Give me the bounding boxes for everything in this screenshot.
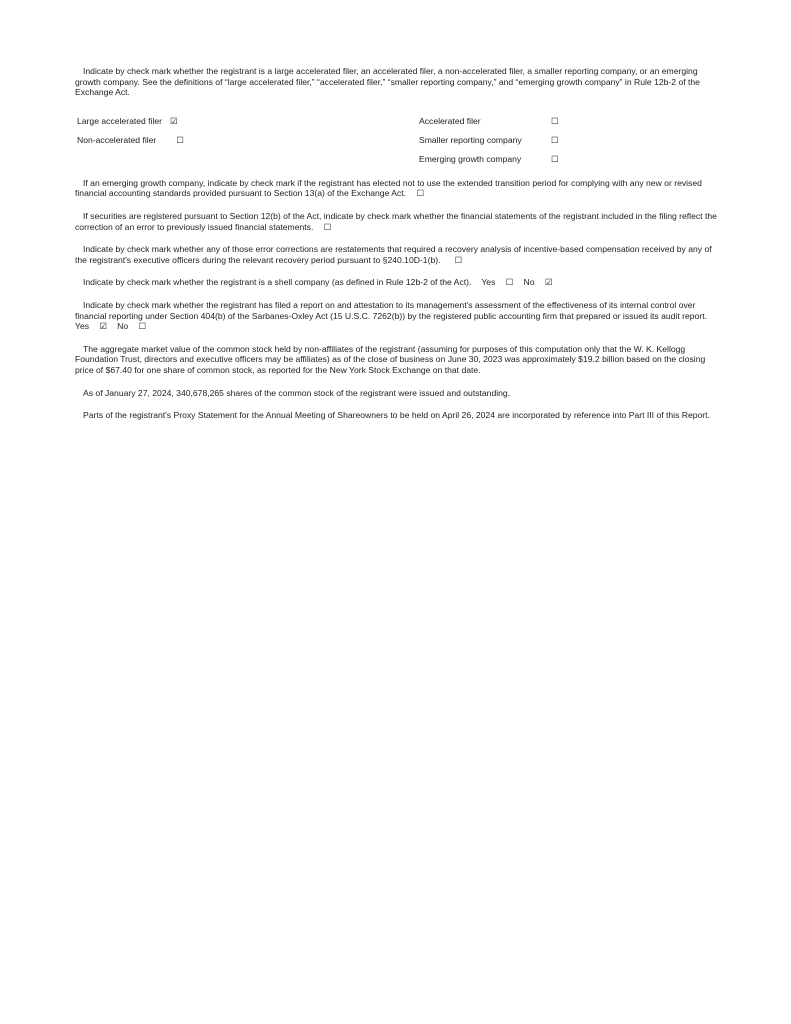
non-accelerated-filer-label: Non-accelerated filer	[77, 134, 157, 145]
emerging-growth-company-checkbox[interactable]: ☐	[551, 153, 559, 164]
shell-company-text: Indicate by check mark whether the registrant is a shell company (as defined in Rule 12b-2 of the Act).	[83, 277, 472, 288]
attestation-paragraph	[75, 300, 720, 332]
smaller-reporting-box-cell	[551, 135, 559, 146]
market-value-paragraph: The aggregate market value of the common stock held by non-affiliates of the registrant (assuming for purposes of this computation only that the W. K. Kellogg Foundation Trust, directors and executive officers may be affiliates) as of the close of business on June 30, 2023 was approximately $19.2 billion based on the closing price of $67.40 for one share of common stock, as reported for the New York Stock Exchange on that date.	[75, 343, 706, 375]
accelerated-filer-label: Accelerated filer	[419, 115, 481, 126]
attest-no-checkbox[interactable]: ☐	[138, 321, 147, 332]
shell-yes-label: Yes	[481, 277, 496, 288]
emerging-growth-text: If an emerging growth company, indicate by check mark if the registrant has elected not to use the extended transition period for complying with any new or revised financial accounting standards provided pursuant to Section 13(a) of the Exchange Act.	[75, 177, 702, 199]
accelerated-filer-box-cell	[551, 116, 559, 127]
recovery-analysis-checkbox[interactable]: ☐	[454, 254, 463, 265]
error-correction-checkbox[interactable]: ☐	[323, 221, 332, 232]
emerging-growth-box-cell	[551, 154, 559, 165]
shares-outstanding-paragraph: As of January 27, 2024, 340,678,265 shares of the common stock of the registrant were issued and outstanding.	[83, 387, 511, 398]
attest-yes-checkbox[interactable]: ☑	[99, 321, 108, 332]
emerging-growth-paragraph	[75, 178, 720, 199]
shell-yes-checkbox[interactable]: ☐	[505, 277, 514, 288]
section-12b-text: If securities are registered pursuant to Section 12(b) of the Act, indicate by check mark whether the financial statements of the registrant included in the filing reflect the correction of an error to previously issued financial statements.	[75, 210, 717, 232]
accelerated-filer-row	[419, 116, 481, 127]
non-accelerated-filer-row	[77, 135, 184, 146]
section-12b-paragraph	[75, 211, 720, 232]
extended-transition-checkbox[interactable]: ☐	[416, 188, 425, 199]
large-accelerated-filer-label: Large accelerated filer	[77, 115, 163, 126]
large-accelerated-filer-row	[77, 116, 178, 127]
non-accelerated-filer-checkbox[interactable]: ☐	[176, 134, 185, 145]
attest-no-label: No	[117, 321, 129, 332]
attest-yes-label: Yes	[75, 321, 90, 332]
emerging-growth-company-row	[419, 154, 521, 165]
shell-no-checkbox[interactable]: ☑	[544, 277, 553, 288]
filer-intro-paragraph: Indicate by check mark whether the registrant is a large accelerated filer, an accelerated filer, a non-accelerated filer, a smaller reporting company, or an emerging growth company. See the definitions of “large accelerated filer,” “accelerated filer,” “smaller reporting company,” and “emerging growth company” in Rule 12b-2 of the Exchange Act.	[75, 66, 700, 98]
accelerated-filer-checkbox[interactable]: ☐	[551, 115, 559, 126]
shell-no-label: No	[523, 277, 535, 288]
emerging-growth-company-label: Emerging growth company	[419, 153, 522, 164]
recovery-text: Indicate by check mark whether any of those error corrections are restatements that required a recovery analysis of incentive-based compensation received by any of the registrant's executive officers during the relevant recovery period pursuant to §240.10D-1(b).	[75, 244, 712, 265]
recovery-paragraph	[75, 244, 720, 265]
smaller-reporting-company-checkbox[interactable]: ☐	[551, 134, 559, 145]
filer-status-table	[75, 116, 720, 170]
smaller-reporting-company-row	[419, 135, 522, 146]
attestation-text: Indicate by check mark whether the registrant has filed a report on and attestation to its management's assessment of the effectiveness of its internal control over financial reporting under Section 404(b) of the Sarbanes-Oxley Act (15 U.S.C. 7262(b)) by the registered public accounting firm that prepared or issued its audit report.	[75, 299, 707, 321]
document-page	[75, 66, 720, 421]
shell-company-paragraph	[75, 277, 720, 288]
large-accelerated-filer-checkbox[interactable]: ☑	[170, 115, 178, 126]
smaller-reporting-company-label: Smaller reporting company	[419, 134, 522, 145]
proxy-statement-paragraph: Parts of the registrant's Proxy Statement for the Annual Meeting of Shareowners to be held on April 26, 2024 are incorporated by reference into Part III of this Report.	[83, 410, 710, 421]
